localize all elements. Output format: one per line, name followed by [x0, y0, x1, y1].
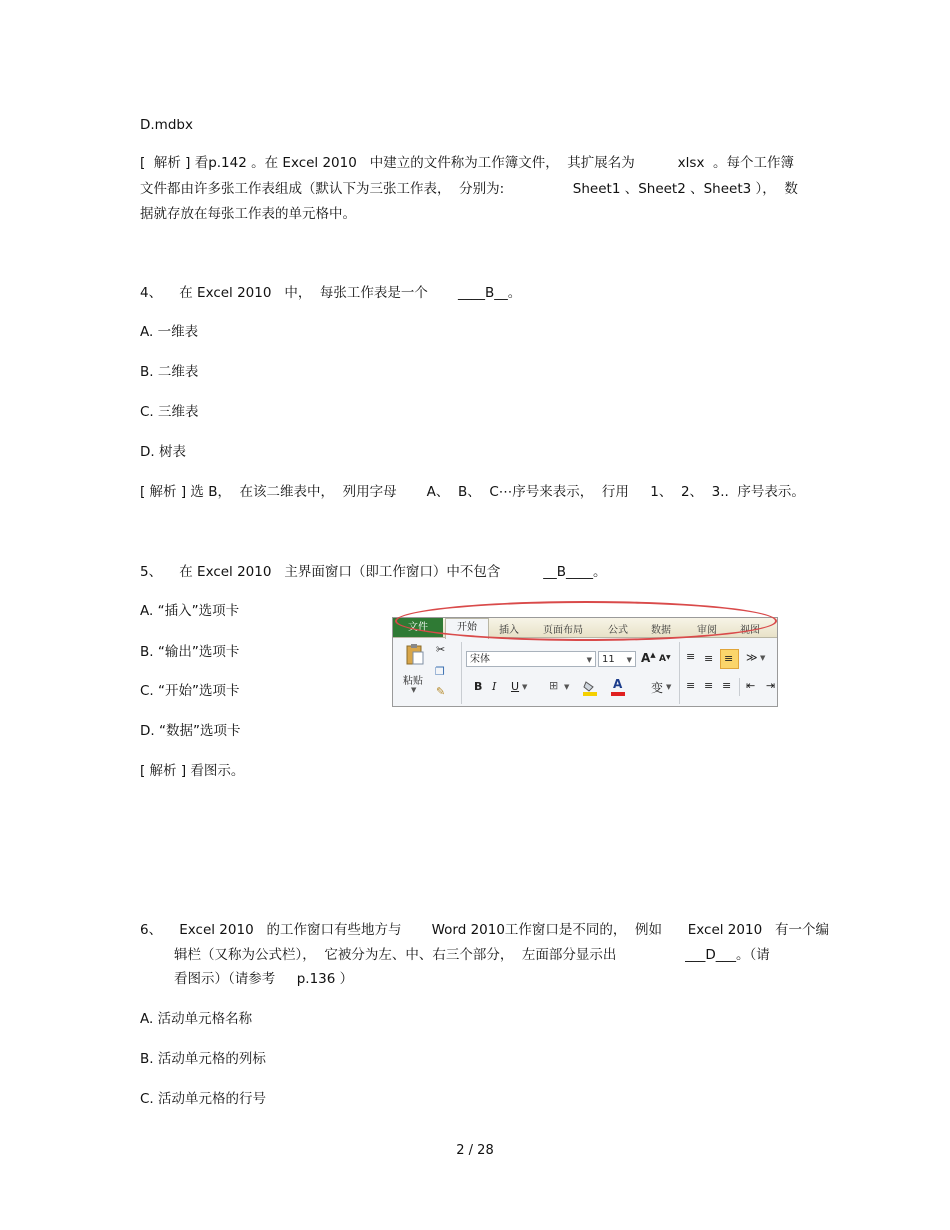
question-6-option-a: A. 活动单元格名称: [140, 1011, 253, 1027]
font-size-combo[interactable]: [598, 651, 636, 667]
tab-formulas[interactable]: 公式: [608, 625, 628, 636]
question-6-option-b: B. 活动单元格的列标: [140, 1051, 266, 1067]
page-number: 2 / 28: [456, 1143, 494, 1158]
align-right-icon[interactable]: ≡: [722, 679, 732, 692]
group-divider: [679, 642, 680, 704]
paste-icon[interactable]: [405, 642, 425, 666]
align-left-icon[interactable]: ≡: [686, 679, 696, 692]
tab-insert[interactable]: 插入: [499, 625, 519, 636]
copy-icon[interactable]: ❐: [435, 665, 445, 678]
font-color-icon[interactable]: A: [611, 677, 625, 696]
question-4-option-b: B. 二维表: [140, 364, 199, 380]
analysis-line-2: 文件都由许多张工作表组成（默认下为三张工作表， 分别为: Sheet1 、Sheet2 、Sheet3 ）， 数: [140, 181, 798, 197]
format-painter-icon[interactable]: ✎: [436, 685, 446, 698]
borders-icon[interactable]: ⊞: [549, 679, 559, 692]
highlight-oval: [395, 601, 777, 641]
tab-file[interactable]: 文件: [393, 618, 443, 637]
question-4-option-d: D. 树表: [140, 444, 186, 460]
decrease-indent-icon[interactable]: ⇤: [746, 679, 756, 692]
underline-dropdown-arrow-icon[interactable]: ▼: [522, 683, 528, 691]
font-name-combo[interactable]: [466, 651, 596, 667]
question-4: 4、 在 Excel 2010 中， 每张工作表是一个 ____B__。: [140, 285, 522, 301]
phonetic-guide-button[interactable]: 变: [651, 681, 664, 695]
cut-icon[interactable]: ✂: [436, 643, 446, 656]
phonetic-dropdown-arrow-icon[interactable]: ▼: [666, 683, 672, 691]
analysis-line-3: 据就存放在每张工作表的单元格中。: [140, 206, 356, 222]
grow-font-button[interactable]: A▲: [641, 651, 656, 665]
question-5-analysis: [ 解析 ] 看图示。: [140, 763, 245, 779]
fill-color-icon[interactable]: [583, 680, 597, 696]
option-d-mdbx: D.mdbx: [140, 117, 193, 133]
question-6-line-1: 6、 Excel 2010 的工作窗口有些地方与 Word 2010工作窗口是不同的， 例如 Excel 2010 有一个编: [140, 922, 830, 938]
analysis-line-1: [ 解析 ] 看p.142 。在 Excel 2010 中建立的文件称为工作簿文件， 其扩展名为 xlsx 。每个工作簿: [140, 155, 795, 171]
question-4-option-a: A. 一维表: [140, 324, 199, 340]
underline-button[interactable]: U: [511, 680, 520, 693]
orientation-dropdown-arrow-icon[interactable]: ▼: [760, 654, 766, 662]
group-divider: [739, 678, 740, 696]
paste-dropdown-arrow-icon[interactable]: ▼: [411, 686, 417, 694]
font-name-value: 宋体: [470, 654, 490, 665]
question-4-option-c: C. 三维表: [140, 404, 199, 420]
paste-label: 粘贴: [403, 676, 423, 687]
tab-review[interactable]: 审阅: [697, 625, 717, 636]
question-6-option-c: C. 活动单元格的行号: [140, 1091, 267, 1107]
font-size-value: 11: [602, 654, 615, 665]
question-4-analysis: [ 解析 ] 选 B， 在该二维表中， 列用字母 A、 B、 C⋯序号来表示， 行用 1、 2、 3.. 序号表示。: [140, 484, 805, 500]
increase-indent-icon[interactable]: ⇥: [766, 679, 776, 692]
tab-home[interactable]: 开始: [445, 618, 489, 639]
middle-align-icon[interactable]: ≡: [704, 652, 714, 665]
question-6-line-3: 看图示）（请参考 p.136 ）: [174, 971, 354, 987]
orientation-icon[interactable]: ≫: [746, 651, 758, 664]
tab-view[interactable]: 视图: [740, 625, 760, 636]
group-divider: [461, 642, 462, 704]
align-center-icon[interactable]: ≡: [704, 679, 714, 692]
question-5: 5、 在 Excel 2010 主界面窗口（即工作窗口）中不包含 __B____。: [140, 564, 607, 580]
question-5-option-c: C. “开始”选项卡: [140, 683, 240, 699]
shrink-font-button[interactable]: A▼: [659, 654, 671, 664]
italic-button[interactable]: I: [492, 680, 497, 693]
question-5-option-a: A. “插入”选项卡: [140, 603, 240, 619]
bottom-align-icon[interactable]: ≡: [720, 649, 739, 669]
tab-page-layout[interactable]: 页面布局: [543, 625, 583, 636]
bold-button[interactable]: B: [474, 680, 483, 693]
question-5-option-b: B. “输出”选项卡: [140, 644, 240, 660]
borders-dropdown-arrow-icon[interactable]: ▼: [564, 683, 570, 691]
chevron-down-icon: ▼: [586, 656, 592, 664]
top-align-icon[interactable]: ≡: [686, 650, 696, 663]
tab-data[interactable]: 数据: [651, 625, 671, 636]
question-5-option-d: D. “数据”选项卡: [140, 723, 241, 739]
chevron-down-icon: ▼: [626, 656, 632, 664]
question-6-line-2: 辑栏（又称为公式栏）， 它被分为左、中、右三个部分， 左面部分显示出 ___D___。（请: [174, 947, 770, 963]
